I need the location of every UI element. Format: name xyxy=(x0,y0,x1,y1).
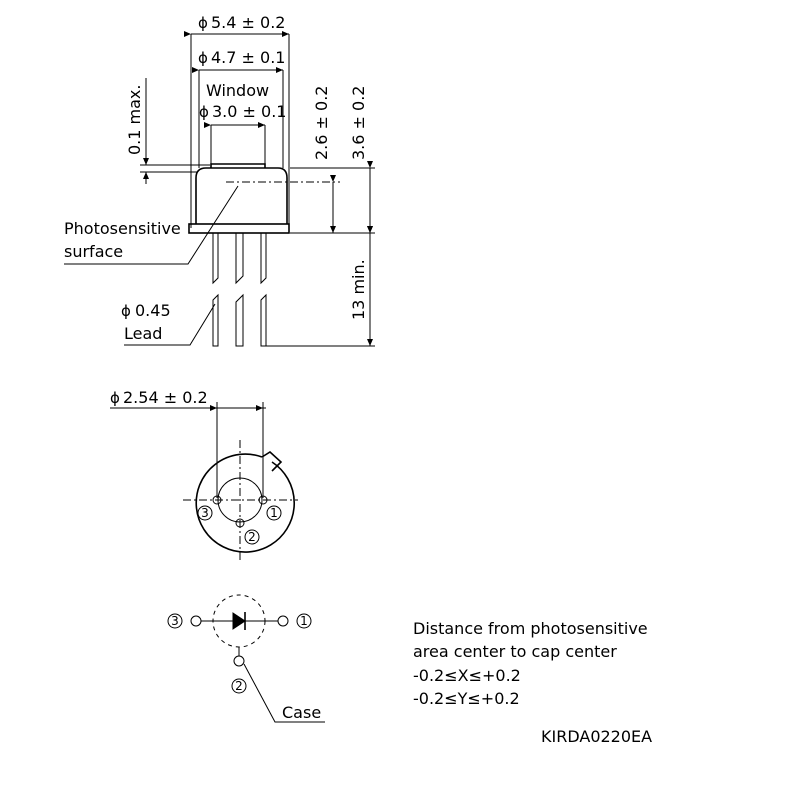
label-total-height: 3.6 ± 0.2 xyxy=(349,85,368,160)
terminal-1 xyxy=(278,616,288,626)
label-pin-pitch: 2.54 ± 0.2 xyxy=(123,388,208,407)
side-view xyxy=(64,13,375,346)
note-line3: -0.2≤X≤+0.2 xyxy=(413,666,521,685)
tolerance-note xyxy=(413,619,648,708)
cap-body xyxy=(196,168,287,224)
schematic-pin3-number: 3 xyxy=(171,614,179,628)
stem-flange xyxy=(189,224,289,233)
phi-outer: ϕ xyxy=(198,14,208,32)
header-tab xyxy=(262,452,281,471)
drawing-code: KIRDA0220EA xyxy=(541,727,653,746)
note-line4: -0.2≤Y≤+0.2 xyxy=(413,689,520,708)
label-lead-length: 13 min. xyxy=(349,259,368,320)
label-lead-diameter: 0.45 xyxy=(135,301,171,320)
phi-window: ϕ xyxy=(199,103,209,121)
label-photosensitive-line1: Photosensitive xyxy=(64,219,181,238)
terminal-3 xyxy=(191,616,201,626)
label-lead: Lead xyxy=(124,324,163,343)
label-cap-diameter: 4.7 ± 0.1 xyxy=(211,48,286,67)
terminal-2 xyxy=(234,656,244,666)
note-line2: area center to cap center xyxy=(413,642,617,661)
diode-symbol xyxy=(233,613,245,629)
phi-cap: ϕ xyxy=(198,49,208,67)
label-outer-diameter: 5.4 ± 0.2 xyxy=(211,13,286,32)
schematic xyxy=(168,595,325,722)
pin3-number: 3 xyxy=(201,506,209,520)
schematic-pin2-number: 2 xyxy=(235,679,243,693)
bottom-view xyxy=(110,388,298,560)
note-line1: Distance from photosensitive xyxy=(413,619,648,638)
phi-lead: ϕ xyxy=(121,302,131,320)
label-window-height: 2.6 ± 0.2 xyxy=(312,85,331,160)
label-max-offset: 0.1 max. xyxy=(125,84,144,155)
leads-lower xyxy=(213,295,266,346)
schematic-pin1-number: 1 xyxy=(300,614,308,628)
phi-pitch: ϕ xyxy=(110,389,120,407)
label-photosensitive-line2: surface xyxy=(64,242,124,261)
leads-upper xyxy=(213,233,266,283)
label-case: Case xyxy=(282,703,322,722)
label-window-diameter: 3.0 ± 0.1 xyxy=(212,102,287,121)
pin2-number: 2 xyxy=(248,530,256,544)
label-window: Window xyxy=(206,81,270,100)
pin1-number: 1 xyxy=(270,506,278,520)
